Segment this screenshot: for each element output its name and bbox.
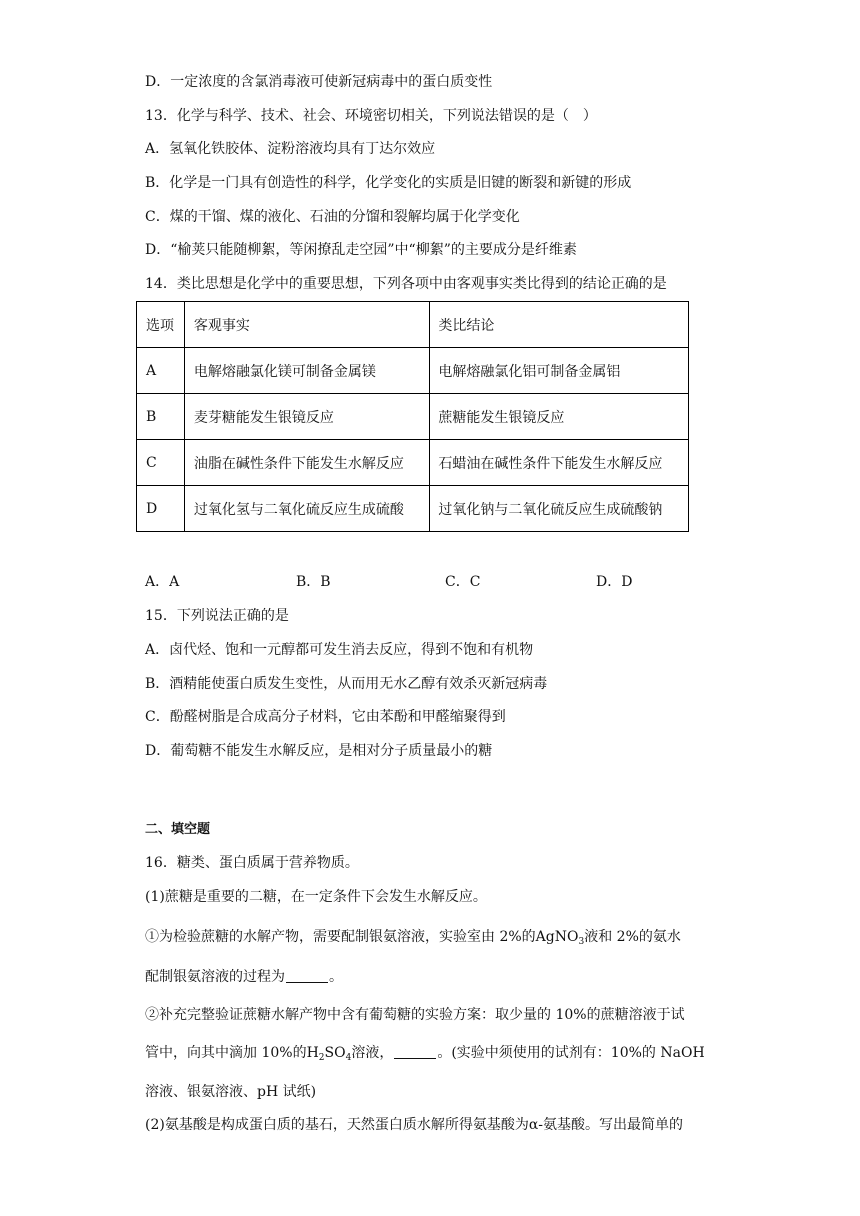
q13-option-d: D．“榆荚只能随柳絮，等闲撩乱走空园”中“柳絮”的主要成分是纤维素 [145,242,577,258]
q15-option-c: C．酚醛树脂是合成高分子材料，它由苯酚和甲醛缩聚得到 [145,709,506,725]
table-row [137,348,689,394]
answer-blank[interactable] [394,1044,436,1059]
table-cell: 电解熔融氯化铝可制备金属铝 [430,348,689,394]
q15-option-d: D．葡萄糖不能发生水解反应，是相对分子质量最小的糖 [145,743,493,759]
text-span: 管中，向其中滴加 10%的 [145,1045,307,1061]
text-span: 溶液， [351,1045,394,1061]
table-cell: C [137,440,185,486]
text-span: 液和 2%的氨水 [584,929,681,945]
q16-p2-line3: 溶液、银氨溶液、pH 试纸) [145,1084,317,1100]
q14-stem: 14．类比思想是化学中的重要思想，下列各项中由客观事实类比得到的结论正确的是 [145,276,667,292]
formula-subscript: 2 [318,1053,325,1063]
q15-stem: 15．下列说法正确的是 [145,608,289,624]
table-row [137,486,689,532]
section-heading-fill-in: 二、填空题 [145,822,211,837]
answer-blank[interactable] [286,968,328,983]
q16-p2-line2 [145,1043,705,1063]
text-span: 配制银氨溶液的过程为 [145,969,285,985]
q14-choice-a: A．A [145,574,180,590]
formula-subscript: 3 [578,937,585,947]
table-header-row [137,302,689,348]
chem-formula-h2so4 [307,1045,352,1061]
q13-option-b: B．化学是一门具有创造性的科学，化学变化的实质是旧键的断裂和新键的形成 [145,175,632,191]
q16-part1: (1)蔗糖是重要的二糖，在一定条件下会发生水解反应。 [145,889,487,905]
table-cell: A [137,348,185,394]
q16-stem: 16．糖类、蛋白质属于营养物质。 [145,855,359,871]
q12-option-d: D．一定浓度的含氯消毒液可使新冠病毒中的蛋白质变性 [145,74,493,90]
q13-option-a: A．氢氧化铁胶体、淀粉溶液均具有丁达尔效应 [145,141,436,157]
formula-text: AgNO [535,929,579,945]
q13-stem: 13．化学与科学、技术、社会、环境密切相关，下列说法错误的是（ ） [145,108,597,124]
q14-choice-d: D．D [596,574,633,590]
table-cell: 过氧化钠与二氧化硫反应生成硫酸钠 [430,486,689,532]
table-header-cell: 客观事实 [184,302,430,348]
table-cell: D [137,486,185,532]
table-row [137,394,689,440]
q16-p1-line1 [145,927,681,947]
q15-option-a: A．卤代烃、饱和一元醇都可发生消去反应，得到不饱和有机物 [145,642,534,658]
table-cell: 电解熔融氯化镁可制备金属镁 [184,348,430,394]
chem-formula-agno3 [536,929,585,945]
table-cell: 麦芽糖能发生银镜反应 [184,394,430,440]
table-cell: 过氧化氢与二氧化硫反应生成硫酸 [184,486,430,532]
q15-option-b: B．酒精能使蛋白质发生变性，从而用无水乙醇有效杀灭新冠病毒 [145,676,548,692]
table-cell: 油脂在碱性条件下能发生水解反应 [184,440,430,486]
table-row [137,440,689,486]
q13-option-c: C．煤的干馏、煤的液化、石油的分馏和裂解均属于化学变化 [145,209,520,225]
q16-part2: (2)氨基酸是构成蛋白质的基石，天然蛋白质水解所得氨基酸为α-氨基酸。写出最简单的 [145,1117,684,1133]
table-cell: 蔗糖能发生银镜反应 [430,394,689,440]
q14-analogy-table [136,301,689,532]
table-cell: B [137,394,185,440]
text-span: 。 [329,969,343,985]
formula-text: SO [324,1045,346,1061]
text-span: ①为检验蔗糖的水解产物，需要配制银氨溶液，实验室由 2%的 [145,929,536,945]
q16-p1-line2 [145,967,343,987]
text-span: 。(实验中须使用的试剂有：10%的 NaOH [437,1045,705,1061]
formula-subscript: 4 [345,1053,352,1063]
q14-choice-c: C．C [445,574,481,590]
table-cell: 石蜡油在碱性条件下能发生水解反应 [430,440,689,486]
formula-text: H [306,1045,319,1061]
q16-p2-line1: ②补充完整验证蔗糖水解产物中含有葡萄糖的实验方案：取少量的 10%的蔗糖溶液于试 [145,1007,685,1023]
table-header-cell: 类比结论 [430,302,689,348]
table-header-cell: 选项 [137,302,185,348]
q14-choice-b: B．B [296,574,331,590]
